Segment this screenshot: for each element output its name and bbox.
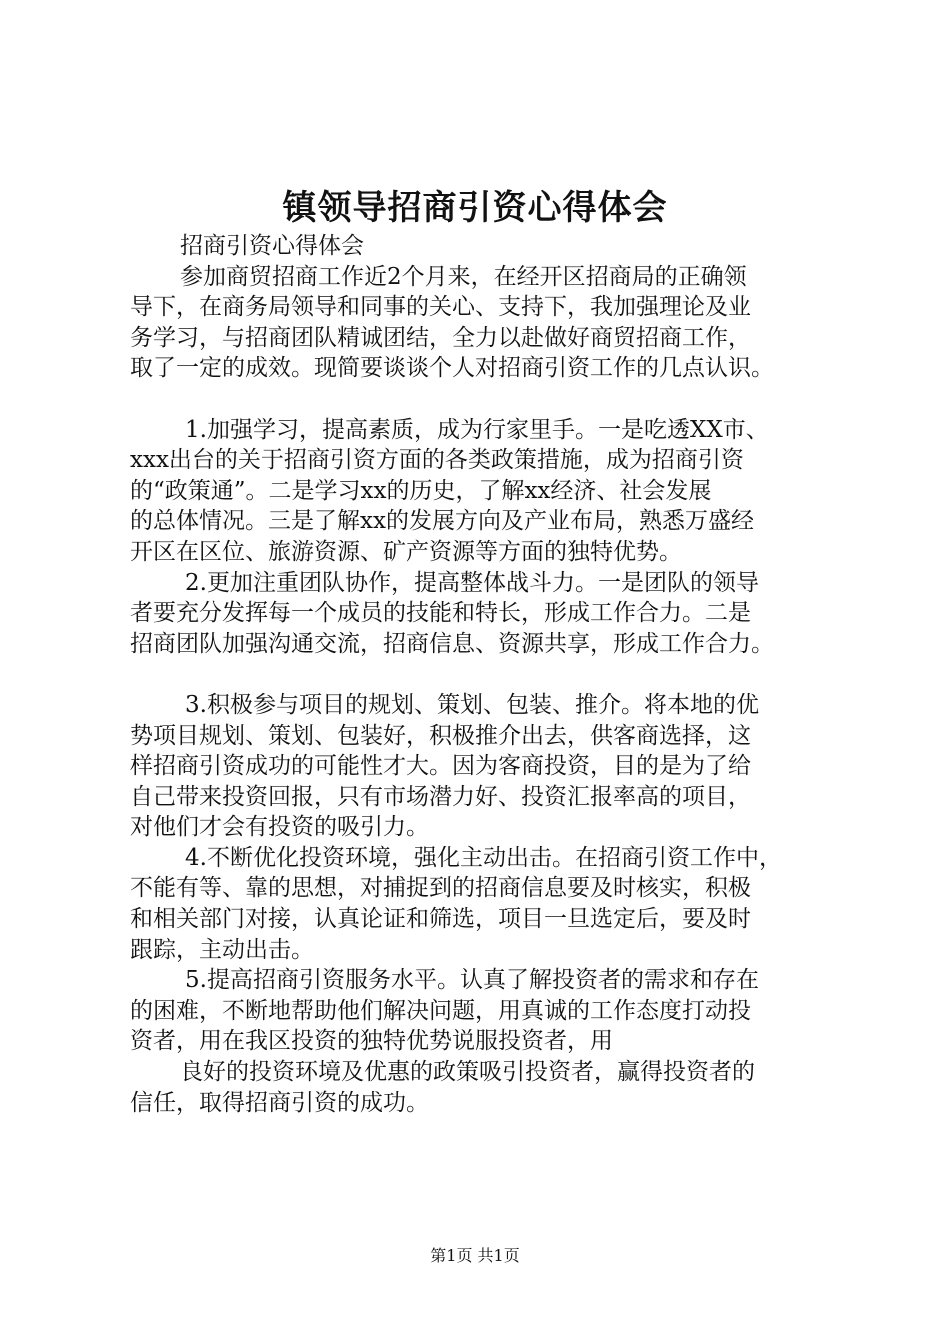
text-line: 信任，取得招商引资的成功。 [130, 1089, 429, 1116]
document-body [130, 231, 836, 1118]
text-line: 资者，用在我区投资的独特优势说服投资者，用 [130, 1028, 613, 1055]
text-line: 5.提高招商引资服务水平。认真了解投资者的需求和存在 [185, 967, 759, 994]
text-line: 3.积极参与项目的规划、策划、包装、推介。将本地的优 [185, 691, 759, 718]
text-line: 开区在区位、旅游资源、矿产资源等方面的独特优势。 [130, 538, 682, 565]
page-footer: 第1页 共1页 [430, 1246, 520, 1265]
text-line: 不能有等、靠的思想，对捕捉到的招商信息要及时核实，积极 [130, 875, 751, 902]
text-line: 样招商引资成功的可能性才大。因为客商投资，目的是为了给 [130, 753, 751, 780]
text-line: 务学习，与招商团队精诚团结，全力以赴做好商贸招商工作， [130, 324, 751, 351]
text-line: 的“政策通”。二是学习xx的历史，了解xx经济、社会发展 [130, 477, 712, 504]
text-line: xxx出台的关于招商引资方面的各类政策措施，成为招商引资 [130, 447, 744, 474]
text-line: 参加商贸招商工作近2个月来，在经开区招商局的正确领 [180, 263, 747, 290]
text-line: 的总体情况。三是了解xx的发展方向及产业布局，熟悉万盛经 [130, 508, 754, 535]
text-line: 良好的投资环境及优惠的政策吸引投资者，赢得投资者的 [180, 1059, 755, 1086]
text-line: 导下，在商务局领导和同事的关心、支持下，我加强理论及业 [130, 294, 751, 321]
document-title: 镇领导招商引资心得体会 [282, 188, 668, 228]
text-line: 1.加强学习，提高素质，成为行家里手。一是吃透XX市、 [185, 416, 769, 443]
text-line: 取了一定的成效。现简要谈谈个人对招商引资工作的几点认识。 [130, 355, 774, 382]
text-line: 势项目规划、策划、包装好，积极推介出去，供客商选择，这 [130, 722, 751, 749]
text-line: 对他们才会有投资的吸引力。 [130, 814, 429, 841]
text-line: 2.更加注重团队协作，提高整体战斗力。一是团队的领导 [185, 569, 759, 596]
text-line: 招商引资心得体会 [180, 233, 364, 259]
paragraph-gap [130, 384, 836, 415]
text-line: 4.不断优化投资环境，强化主动出击。在招商引资工作中， [185, 844, 782, 871]
paragraph-gap [130, 659, 836, 690]
text-line: 者要充分发挥每一个成员的技能和特长，形成工作合力。二是 [130, 600, 751, 627]
text-line: 跟踪，主动出击。 [130, 936, 314, 963]
text-line: 招商团队加强沟通交流，招商信息、资源共享，形成工作合力。 [130, 630, 774, 657]
text-line: 的困难，不断地帮助他们解决问题，用真诚的工作态度打动投 [130, 997, 751, 1024]
text-line: 自己带来投资回报，只有市场潜力好、投资汇报率高的项目， [130, 783, 751, 810]
text-line: 和相关部门对接，认真论证和筛选，项目一旦选定后，要及时 [130, 906, 751, 933]
